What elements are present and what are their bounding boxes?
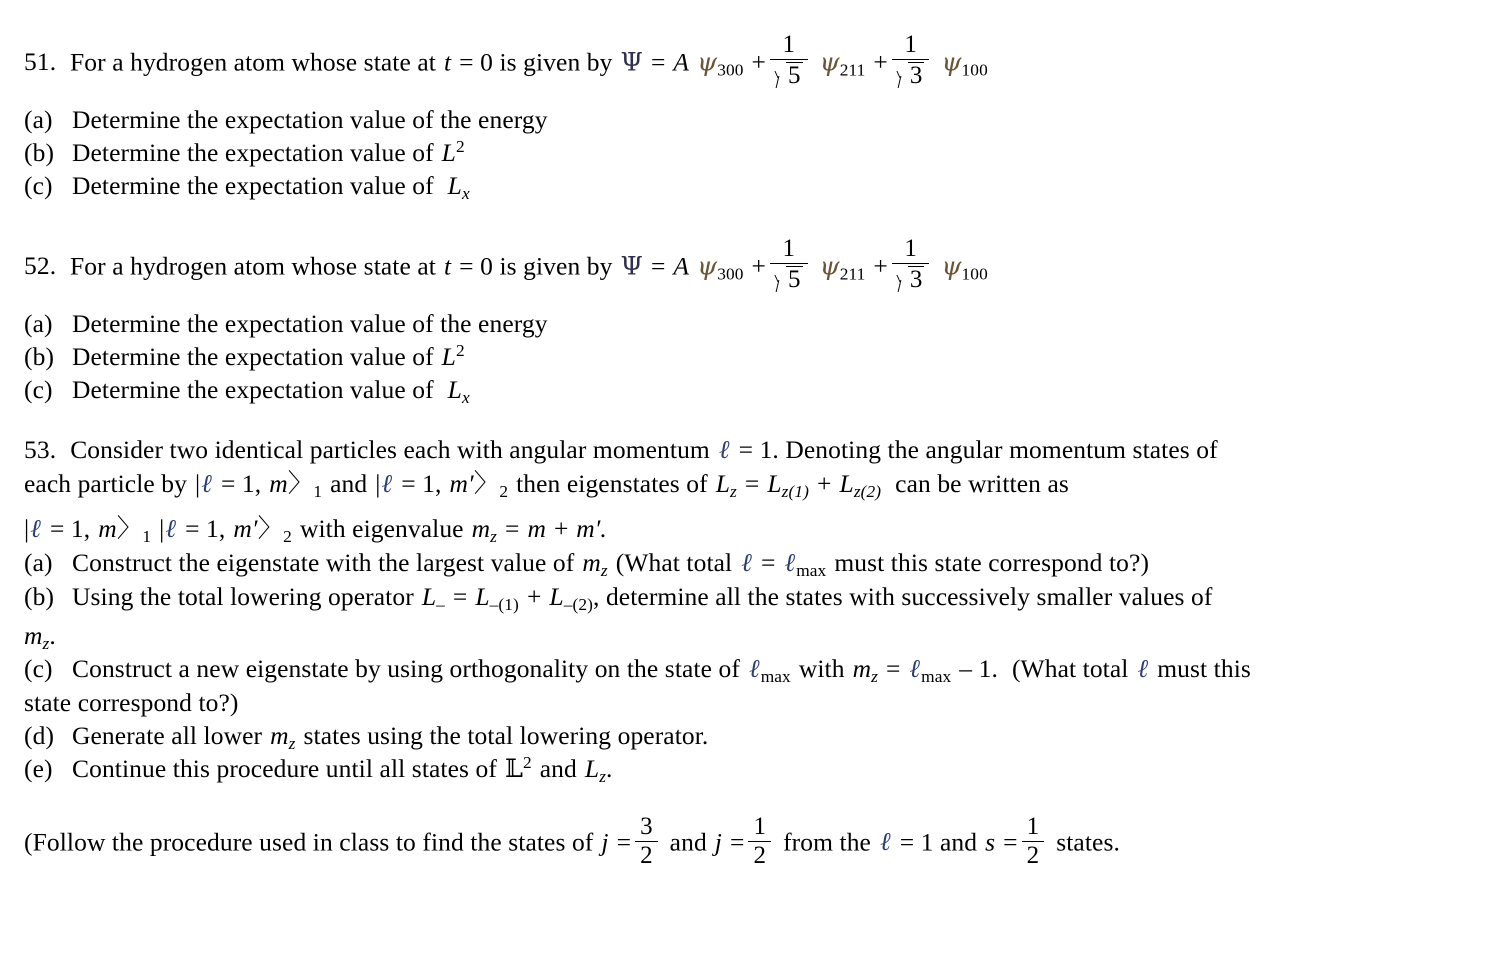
- problem-53: [24, 433, 1251, 786]
- problem-53-intro-line-3: [24, 512, 1251, 546]
- problem-53-Lz2: L: [839, 469, 854, 498]
- footnote-j-2: j: [714, 827, 722, 857]
- problem-52-fraction-1-numerator: 1: [770, 236, 808, 264]
- problem-52-stem-prefix: For a hydrogen atom whose state at: [70, 251, 436, 281]
- problem-51-fraction-2-radicand: 3: [909, 62, 923, 90]
- problem-53-part-b-equals: =: [452, 582, 468, 611]
- problem-53-number: 53.: [24, 435, 57, 464]
- problem-53-part-c-minus-one: – 1.: [959, 654, 998, 683]
- problem-51-fraction-1-denominator: [770, 60, 808, 89]
- problem-53-line3-mz-sub: z: [490, 526, 497, 546]
- footnote-equals-3: =: [1003, 827, 1018, 857]
- problem-53-part-b-continued: [24, 619, 1251, 652]
- problem-52-part-b-symbol: L: [441, 342, 456, 371]
- problem-53-Lz1: L: [767, 469, 782, 498]
- problem-52-psi-2: ψ: [819, 251, 840, 282]
- problem-53-line3-ket1-m: m: [98, 514, 117, 543]
- problem-53-intro-text-1: Consider two identical particles each with angular momentum: [70, 435, 710, 464]
- problem-53-part-c-text-2: with: [798, 654, 845, 683]
- problem-53-ket2-eq: = 1,: [401, 469, 442, 498]
- footnote-fraction-three-halves: [635, 814, 658, 870]
- problem-52-plus-1: +: [751, 251, 766, 281]
- problem-53-part-c: [24, 652, 1251, 686]
- problem-53-part-b-label: (b): [24, 582, 55, 611]
- problem-53-part-e-text-1: Continue this procedure until all states of: [72, 754, 497, 783]
- problem-53-line3-ket1-close: 〉: [116, 514, 143, 543]
- problem-53-part-c-label: (c): [24, 654, 53, 683]
- problem-52-fraction-2: [892, 236, 930, 294]
- problem-52-psi-2-sub: 211: [839, 264, 866, 284]
- problem-53-line3-ket2-eq: = 1,: [185, 514, 226, 543]
- problem-53-Lz-plus: +: [817, 469, 832, 498]
- problem-53-line3-ket1-open: |: [24, 514, 30, 543]
- problem-52-part-b-text: Determine the expectation value of: [72, 342, 434, 371]
- problem-53-Lz-equals: =: [744, 469, 760, 498]
- problem-53-Lz: L: [715, 469, 731, 498]
- problem-53-part-a-equals: =: [760, 548, 776, 577]
- problem-52-fraction-2-radicand: 3: [909, 266, 923, 294]
- problem-52-part-b: [24, 340, 548, 373]
- problem-53-part-d-mz-sub: z: [288, 733, 296, 753]
- problem-53-line3-ket2-index: 2: [283, 526, 292, 546]
- problem-52-part-c: [24, 373, 548, 406]
- problem-53-part-c-continued: [24, 686, 1251, 719]
- problem-51-fraction-2-denominator: [892, 60, 930, 89]
- problem-52-part-b-exponent: 2: [455, 340, 465, 360]
- problem-51-stem: [24, 32, 988, 90]
- problem-52-number: 52.: [24, 251, 57, 281]
- problem-53-part-b-L2: L: [549, 582, 564, 611]
- problem-53-part-c-mz: m: [852, 654, 872, 683]
- problem-53-part-e-blackboard-L-exponent: 2: [523, 752, 532, 772]
- problem-53-part-a-text-4: must this state correspond to?): [834, 548, 1150, 577]
- problem-53-intro-text-4: then eigenstates of: [516, 469, 708, 498]
- problem-53-ket2-open: |: [375, 469, 381, 498]
- sqrt-icon: [897, 265, 925, 293]
- problem-53-Lz2-sub: z(2): [853, 481, 882, 501]
- problem-51-stem-prefix: For a hydrogen atom whose state at: [70, 47, 436, 77]
- problem-52-var-t: t: [443, 251, 452, 281]
- footnote-fraction-one-half-b: [1022, 814, 1045, 870]
- problem-53-intro-line-2: [24, 467, 1251, 501]
- problem-51-plus-2: +: [873, 47, 888, 77]
- problem-51-part-b-text: Determine the expectation value of: [72, 138, 434, 167]
- problem-53-part-c-ellmax-1: ℓ: [748, 654, 760, 684]
- problem-53-part-b-L2-sub: –(2): [563, 594, 593, 614]
- footnote-fraction-3-numerator: 1: [1022, 814, 1045, 842]
- problem-53-ket1-m: m: [269, 469, 288, 498]
- problem-52-amplitude-A: A: [673, 251, 690, 281]
- problem-53-ket2-close: 〉: [473, 469, 500, 498]
- problem-53-part-a-mz-sub: z: [600, 560, 608, 580]
- problem-53-ket1-close: 〉: [287, 469, 314, 498]
- problem-53-part-b: [24, 580, 1251, 613]
- problem-53-part-b-L: L: [421, 582, 437, 611]
- problem-51-plus-1: +: [751, 47, 766, 77]
- problem-53-part-b-text-2: , determine all the states with successively smaller values of: [593, 582, 1213, 611]
- problem-51-fraction-1: [770, 32, 808, 90]
- problem-51-part-a-text: Determine the expectation value of the energy: [72, 105, 548, 134]
- problem-53-part-c-equals: =: [885, 654, 901, 683]
- problem-53-part-b-text-1: Using the total lowering operator: [72, 582, 414, 611]
- problem-51-stem-eq0: = 0 is given by: [459, 47, 613, 77]
- problem-51-psi-1: ψ: [697, 47, 718, 78]
- problem-53-part-e-Lz: L: [584, 754, 600, 783]
- problem-53-line3-ket2-open: |: [159, 514, 165, 543]
- problem-53-footnote-line: [24, 814, 1120, 870]
- problem-52-psi-3-sub: 100: [961, 264, 988, 284]
- problem-52-part-a-text: Determine the expectation value of the energy: [72, 309, 548, 338]
- footnote-fraction-2-denominator: 2: [753, 842, 767, 870]
- problem-51-amplitude-A: A: [673, 47, 690, 77]
- problem-53-line3-ket1-ell: ℓ: [30, 514, 41, 544]
- problem-53-part-a-text-2: (What total: [615, 548, 733, 577]
- problem-53-line3-ket2-close: 〉: [257, 514, 284, 543]
- problem-53-ket1-ell: ℓ: [201, 469, 212, 499]
- problem-53-part-e-period: .: [606, 754, 613, 783]
- problem-51-fraction-1-numerator: 1: [770, 32, 808, 60]
- problem-53-line3-suffix: with eigenvalue: [299, 514, 464, 543]
- problem-51-psi-1-sub: 300: [717, 60, 744, 80]
- problem-53-part-a-mz: m: [582, 548, 601, 577]
- footnote-fraction-3-denominator: 2: [1026, 842, 1040, 870]
- problem-51-part-c: [24, 169, 548, 202]
- problem-51-number: 51.: [24, 47, 57, 77]
- problem-51-psi-capital: Ψ: [620, 47, 643, 78]
- problem-51-part-b: [24, 136, 548, 169]
- problem-52-fraction-2-denominator: [892, 264, 930, 293]
- problem-52-fraction-1-denominator: [770, 264, 808, 293]
- problem-52-part-c-label: (c): [24, 375, 53, 404]
- problem-53-part-b-L1-sub: –(1): [489, 594, 519, 614]
- problem-53-part-a-ell: ℓ: [741, 548, 752, 578]
- problem-53-part-c-ell: ℓ: [1137, 654, 1149, 684]
- problem-53-part-c-ellmax-2-sub: max: [921, 666, 952, 686]
- problem-51-part-b-label: (b): [24, 138, 55, 167]
- problem-53-ket1-open: |: [195, 469, 201, 498]
- problem-53-part-a-ellmax-sub: max: [796, 560, 827, 580]
- problem-53-Lz-sub: z: [730, 481, 737, 501]
- problem-53-ell-symbol: ℓ: [718, 435, 730, 465]
- problem-53-part-b-cont-mz-sub: z: [42, 633, 50, 653]
- problem-53-part-a-text-1: Construct the eigenstate with the largest value of: [72, 548, 575, 577]
- footnote-s: s: [985, 827, 996, 857]
- footnote-text-1: (Follow the procedure used in class to find the states of: [24, 827, 594, 857]
- problem-53-intro-text-2: = 1. Denoting the angular momentum states of: [738, 435, 1218, 464]
- footnote-text-3: from the: [783, 827, 871, 857]
- problem-53-footnote: [24, 814, 1120, 870]
- problem-53-line3-mz-rhs: m + m′.: [527, 514, 607, 543]
- problem-51-parts: [24, 103, 548, 202]
- footnote-fraction-one-half-a: [748, 814, 771, 870]
- problem-52-part-c-text: Determine the expectation value of: [72, 375, 434, 404]
- problem-51-part-c-symbol: L: [447, 171, 462, 200]
- problem-52-equals: =: [650, 251, 666, 281]
- problem-52: [24, 236, 988, 294]
- footnote-equals-2: =: [729, 827, 745, 857]
- problem-53-intro-text-5: can be written as: [895, 469, 1069, 498]
- problem-51-psi-2: ψ: [819, 47, 840, 78]
- problem-51: [24, 32, 988, 90]
- problem-51-part-c-subscript: x: [461, 183, 470, 203]
- problem-52-psi-1-sub: 300: [717, 264, 744, 284]
- problem-51-part-a: [24, 103, 548, 136]
- problem-53-line3-mz: m: [471, 514, 491, 543]
- problem-53-intro-line-1: [24, 433, 1251, 467]
- problem-53-part-e-blackboard-L: 𝕃: [504, 754, 523, 784]
- problem-52-part-c-symbol: L: [447, 375, 462, 404]
- problem-53-ket2-m: m′: [449, 469, 474, 498]
- problem-52-fraction-1-radicand: 5: [788, 266, 801, 294]
- problem-53-part-c-text-3: (What total: [1011, 654, 1129, 683]
- problem-52-parts: [24, 307, 548, 406]
- problem-52-psi-3: ψ: [941, 251, 962, 282]
- sqrt-icon: [775, 61, 803, 89]
- problem-53-part-e-Lz-sub: z: [599, 766, 607, 786]
- footnote-text-2: and: [669, 827, 707, 857]
- problem-53-part-b-L1: L: [475, 582, 490, 611]
- problem-53-part-e-text-2: and: [539, 754, 577, 783]
- problem-53-line3-ket1-eq: = 1,: [49, 514, 91, 543]
- problem-53-part-b-cont-mz: m: [24, 621, 43, 650]
- problem-52-fraction-1: [770, 236, 808, 294]
- problem-53-part-e: [24, 752, 1251, 786]
- problem-51-fraction-2: [892, 32, 930, 90]
- problem-51-var-t: t: [443, 47, 452, 77]
- problem-51-equals: =: [650, 47, 666, 77]
- footnote-fraction-2-numerator: 1: [748, 814, 771, 842]
- problem-53-part-c-ellmax-1-sub: max: [760, 666, 791, 686]
- problem-53-line3-ket2-m: m′: [233, 514, 258, 543]
- footnote-fraction-1-denominator: 2: [640, 842, 653, 870]
- problem-53-line3-mz-equals: =: [504, 514, 520, 543]
- problem-53-part-c-mz-sub: z: [871, 666, 878, 686]
- problem-53-part-b-cont-period: .: [49, 621, 56, 650]
- problem-52-stem: [24, 236, 988, 294]
- footnote-text-5: states.: [1056, 827, 1120, 857]
- problem-53-part-d: [24, 719, 1251, 752]
- problem-53-line3-ket2-ell: ℓ: [165, 514, 177, 544]
- problem-53-part-c-text-4: must this: [1157, 654, 1251, 683]
- problem-51-part-c-label: (c): [24, 171, 53, 200]
- problem-53-intro-text-3: each particle by: [24, 469, 188, 498]
- problem-51-fraction-2-numerator: 1: [892, 32, 930, 60]
- sqrt-icon: [897, 61, 925, 89]
- sqrt-icon: [775, 265, 803, 293]
- problem-53-ket1-index: 1: [313, 481, 323, 501]
- problem-53-part-b-L-sub: –: [436, 594, 445, 614]
- problem-52-fraction-2-numerator: 1: [892, 236, 930, 264]
- problem-53-part-e-label: (e): [24, 754, 53, 783]
- problem-53-part-d-mz: m: [270, 721, 289, 750]
- problem-53-part-b-plus: +: [526, 582, 542, 611]
- problem-51-fraction-1-radicand: 5: [788, 62, 801, 90]
- problem-52-part-b-label: (b): [24, 342, 55, 371]
- footnote-equals-1: =: [616, 827, 632, 857]
- problem-51-part-c-text: Determine the expectation value of: [72, 171, 434, 200]
- problem-53-and-1: and: [330, 469, 368, 498]
- problem-53-part-a-label: (a): [24, 548, 53, 577]
- footnote-j-1: j: [601, 827, 609, 857]
- problem-51-part-a-label: (a): [24, 105, 53, 134]
- problem-53-part-d-text-1: Generate all lower: [72, 721, 263, 750]
- problem-52-stem-eq0: = 0 is given by: [459, 251, 613, 281]
- problem-51-part-b-symbol: L: [441, 138, 456, 167]
- problem-53-part-a: [24, 546, 1251, 580]
- problem-53-part-d-label: (d): [24, 721, 55, 750]
- problem-51-psi-2-sub: 211: [839, 60, 866, 80]
- problem-53-Lz1-sub: z(1): [781, 481, 810, 501]
- problem-52-psi-1: ψ: [697, 251, 718, 282]
- problem-52-plus-2: +: [873, 251, 888, 281]
- problem-52-psi-capital: Ψ: [620, 251, 643, 282]
- footnote-text-4: = 1 and: [899, 827, 978, 857]
- problem-51-psi-3: ψ: [941, 47, 962, 78]
- problem-53-ket2-ell: ℓ: [381, 469, 393, 499]
- problem-53-part-c-text-1: Construct a new eigenstate by using orthogonality on the state of: [72, 654, 740, 683]
- problem-52-part-a-label: (a): [24, 309, 53, 338]
- problem-52-part-a: [24, 307, 548, 340]
- problem-53-part-d-text-2: states using the total lowering operator.: [303, 721, 709, 750]
- problem-53-part-a-ellmax: ℓ: [784, 548, 796, 578]
- problem-53-line3-ket1-index: 1: [142, 526, 152, 546]
- problem-53-ket1-eq: = 1,: [220, 469, 262, 498]
- problem-53-part-c-ellmax-2: ℓ: [909, 654, 921, 684]
- problem-53-part-c-text-5: state correspond to?): [24, 688, 239, 717]
- footnote-ell: ℓ: [879, 827, 891, 858]
- problem-51-psi-3-sub: 100: [961, 60, 988, 80]
- problem-51-part-b-exponent: 2: [455, 136, 465, 156]
- problem-52-part-c-subscript: x: [461, 387, 470, 407]
- footnote-fraction-1-numerator: 3: [635, 814, 658, 842]
- problem-53-ket2-index: 2: [499, 481, 509, 501]
